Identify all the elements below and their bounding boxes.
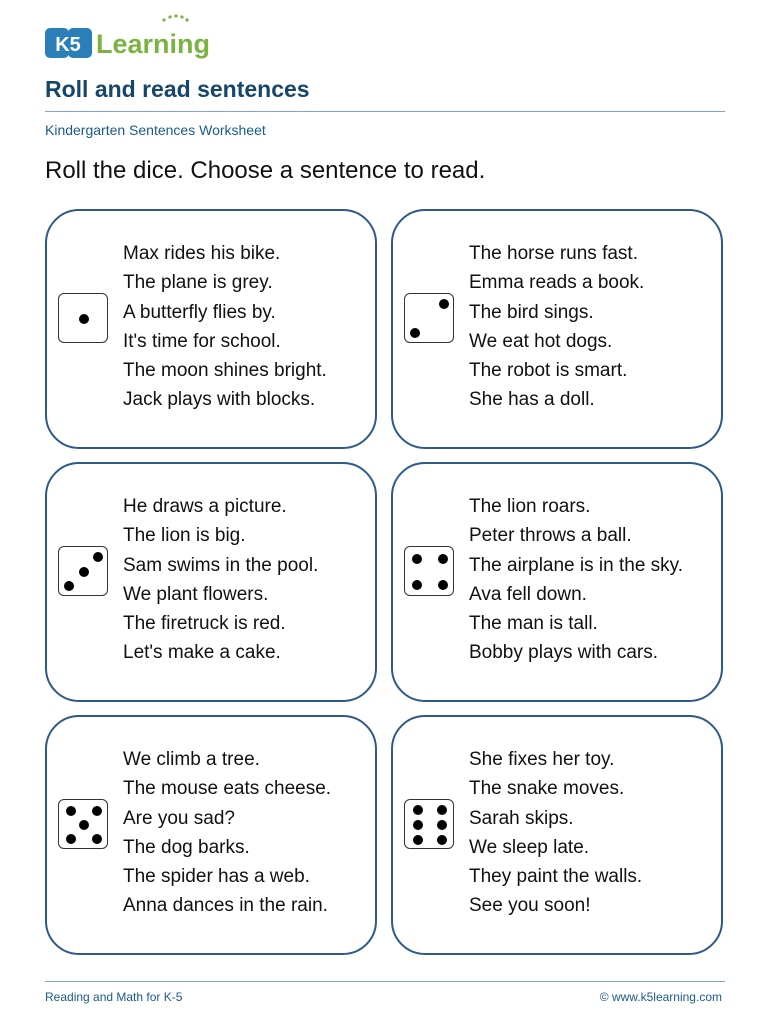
header-divider xyxy=(45,111,725,112)
sentence: She has a doll. xyxy=(469,389,595,411)
sentence: The dog barks. xyxy=(123,836,250,858)
sentence: A butterfly flies by. xyxy=(123,301,276,323)
sentence: Jack plays with blocks. xyxy=(123,389,316,411)
sentence-list xyxy=(123,239,327,415)
k5-learning-logo xyxy=(44,14,216,62)
sentence: The mouse eats cheese. xyxy=(123,778,332,800)
sentence-card-1 xyxy=(45,209,377,449)
sentence: Let's make a cake. xyxy=(123,642,281,664)
die-six-icon xyxy=(404,799,454,849)
logo-badge-text: K5 xyxy=(55,34,81,56)
sentence: The airplane is in the sky. xyxy=(469,554,684,576)
sentence-card-5 xyxy=(45,715,377,955)
sentence-card-6 xyxy=(391,715,723,955)
die-pip xyxy=(413,805,423,815)
die-pip xyxy=(438,554,448,564)
sentence: The lion roars. xyxy=(469,496,591,517)
sentence: We eat hot dogs. xyxy=(469,330,613,352)
sentence-card-3 xyxy=(45,462,377,702)
sentence-card-4 xyxy=(391,462,723,702)
sentence-list xyxy=(123,745,331,921)
sentence: Are you sad? xyxy=(123,807,235,829)
sentence-card-2 xyxy=(391,209,723,449)
die-pip xyxy=(413,835,423,845)
sentence: The spider has a web. xyxy=(123,866,310,888)
sentence: Peter throws a ball. xyxy=(469,525,632,547)
sentence: The snake moves. xyxy=(469,778,625,800)
die-pip xyxy=(66,806,76,816)
sentence: The firetruck is red. xyxy=(123,613,286,635)
sentence: The lion is big. xyxy=(123,525,246,547)
die-two-icon xyxy=(404,293,454,343)
sentence: The plane is grey. xyxy=(123,272,273,294)
sentence: Max rides his bike. xyxy=(123,243,281,264)
sentence: She fixes her toy. xyxy=(469,749,615,770)
footer-divider xyxy=(45,981,725,982)
sentence: The bird sings. xyxy=(469,301,594,323)
die-three-icon xyxy=(58,546,108,596)
sentence: They paint the walls. xyxy=(469,866,643,888)
sentence: The man is tall. xyxy=(469,613,598,635)
die-pip xyxy=(413,820,423,830)
sentence: Sam swims in the pool. xyxy=(123,554,319,576)
sentence: We plant flowers. xyxy=(123,583,269,605)
die-four-icon xyxy=(404,546,454,596)
logo-word: Learning xyxy=(96,29,211,59)
sentence-list xyxy=(123,492,318,668)
die-five-icon xyxy=(58,799,108,849)
die-pip xyxy=(412,580,422,590)
die-pip xyxy=(79,567,89,577)
sentence: Anna dances in the rain. xyxy=(123,895,328,917)
sentence: Emma reads a book. xyxy=(469,272,645,294)
instructions: Roll the dice. Choose a sentence to read. xyxy=(45,157,486,184)
die-pip xyxy=(437,820,447,830)
die-pip xyxy=(412,554,422,564)
sentence: Sarah skips. xyxy=(469,807,574,829)
die-one-icon xyxy=(58,293,108,343)
sentence: The moon shines bright. xyxy=(123,360,327,382)
sentence: See you soon! xyxy=(469,895,591,917)
die-pip xyxy=(437,835,447,845)
sentence-list xyxy=(469,492,683,668)
sentence: It's time for school. xyxy=(123,330,281,352)
footer-website-link[interactable]: © www.k5learning.com xyxy=(599,990,722,1004)
sentence-list xyxy=(469,745,642,921)
die-pip xyxy=(93,552,103,562)
die-pip xyxy=(92,834,102,844)
die-pip xyxy=(66,834,76,844)
sentence: Ava fell down. xyxy=(469,583,587,605)
die-pip xyxy=(79,314,89,324)
die-pip xyxy=(79,820,89,830)
page-subtitle: Kindergarten Sentences Worksheet xyxy=(45,122,266,138)
sentence: We sleep late. xyxy=(469,836,590,858)
sentence: We climb a tree. xyxy=(123,749,260,770)
die-pip xyxy=(439,299,449,309)
footer-tagline: Reading and Math for K-5 xyxy=(45,990,183,1004)
page-title: Roll and read sentences xyxy=(45,76,310,102)
die-pip xyxy=(437,805,447,815)
sentence-list xyxy=(469,239,644,415)
die-pip xyxy=(64,581,74,591)
die-pip xyxy=(438,580,448,590)
sentence: The robot is smart. xyxy=(469,360,628,382)
die-pip xyxy=(410,328,420,338)
sentence: Bobby plays with cars. xyxy=(469,642,659,664)
sentence: He draws a picture. xyxy=(123,496,287,517)
die-pip xyxy=(92,806,102,816)
sentence: The horse runs fast. xyxy=(469,243,638,264)
